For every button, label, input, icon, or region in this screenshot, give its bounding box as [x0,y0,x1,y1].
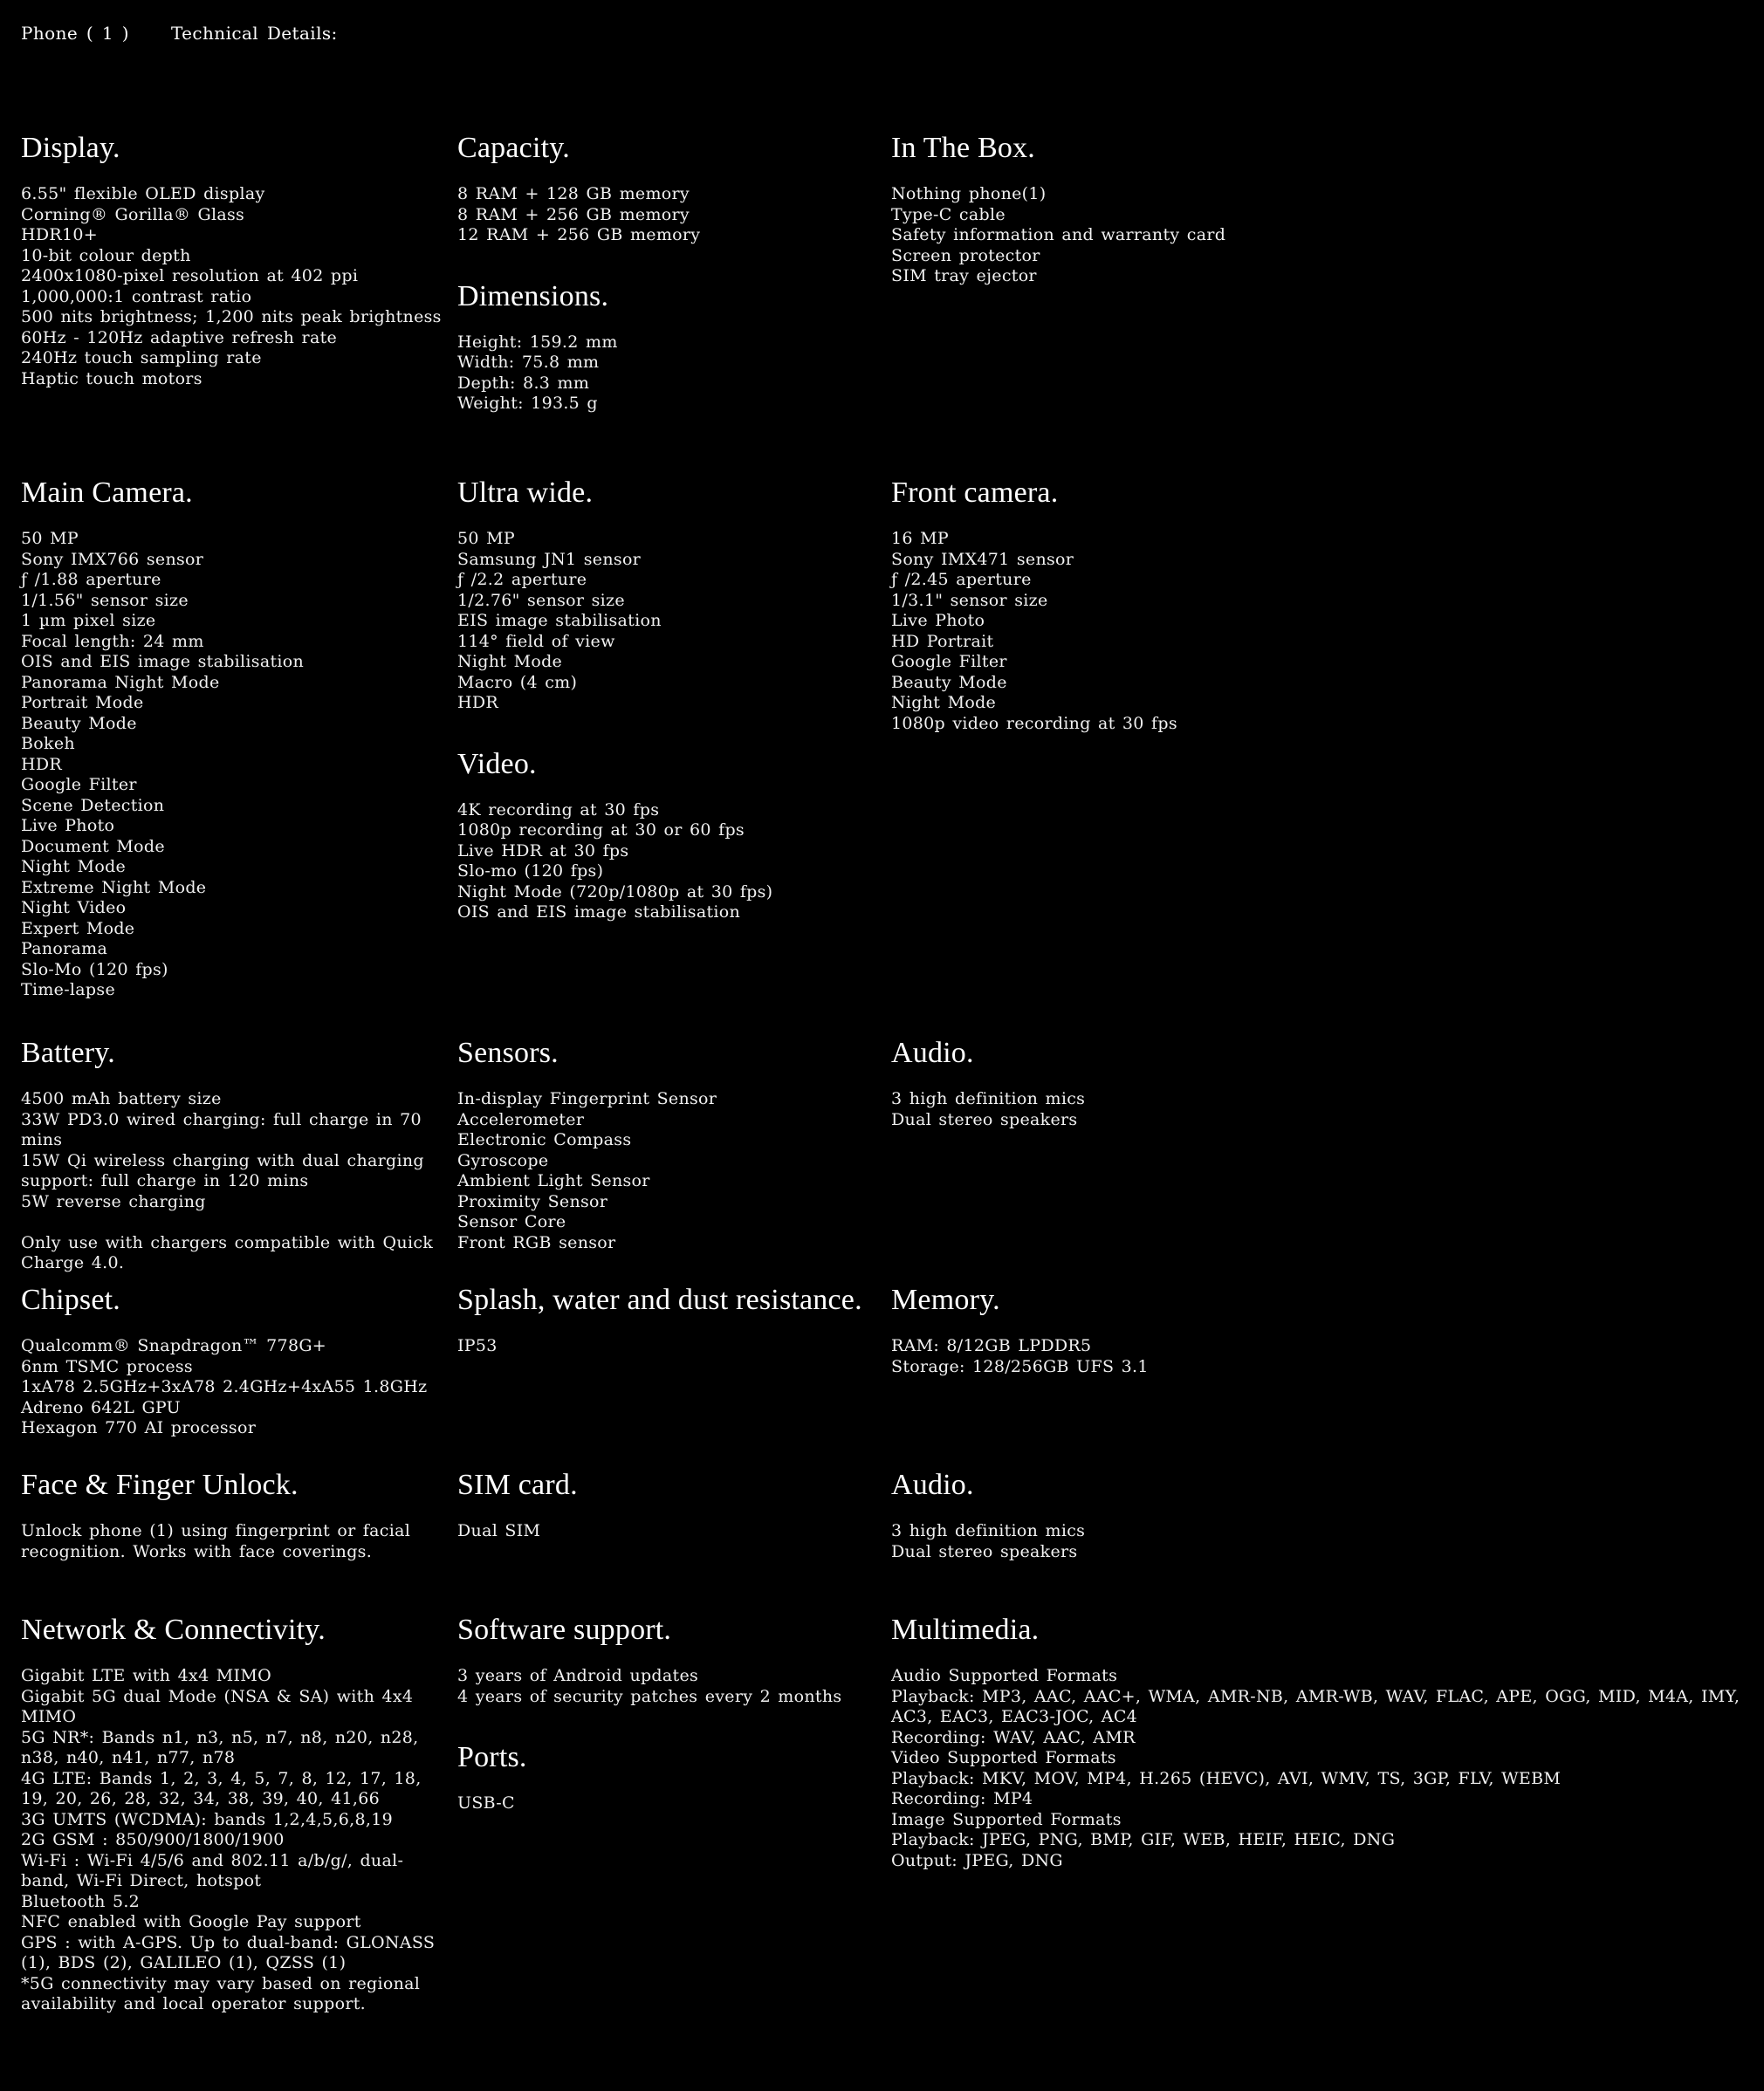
spec-line: Night Mode (720p/1080p at 30 fps) [457,881,773,902]
spec-line: Gyroscope [457,1150,549,1170]
section-heading: Chipset. [21,1284,120,1316]
section-memory [891,1283,1752,1377]
spec-line: 1,000,000:1 contrast ratio [21,286,252,306]
spec-line: Wi-Fi : Wi-Fi 4/5/6 and 802.11 a/b/g/, dual-band, Wi-Fi Direct, hotspot [21,1850,404,1890]
spec-line: ƒ /1.88 aperture [21,570,161,589]
section-front-camera [891,476,1752,734]
spec-row [21,1468,1764,1613]
spec-column-cell [891,1613,1764,1871]
spec-line: In-display Fingerprint Sensor [457,1089,717,1108]
section-heading: Display. [21,132,120,164]
spec-line: Corning® Gorilla® Glass [21,204,245,224]
spec-line: NFC enabled with Google Pay support [21,1912,361,1931]
spec-line: 4500 mAh battery size [21,1089,222,1108]
spec-line: Playback: MP3, AAC, AAC+, WMA, AMR-NB, AMR-WB, WAV, FLAC, APE, OGG, MID, M4A, IMY, AC3, EAC3, EAC3-JOC, AC4 [891,1686,1740,1726]
spec-line: Live HDR at 30 fps [457,840,629,860]
spec-line: Dual stereo speakers [891,1109,1078,1129]
spec-line: 16 MP [891,529,949,548]
spec-column-cell [891,1283,1764,1377]
section-heading: Battery. [21,1037,115,1069]
spec-line: 8 RAM + 256 GB memory [457,204,690,224]
spec-line: Time-lapse [21,980,115,999]
section-heading: Video. [457,747,537,780]
section-in-the-box [891,131,1752,287]
spec-line: Front RGB sensor [457,1232,616,1252]
spec-line: 3G UMTS (WCDMA): bands 1,2,4,5,6,8,19 [21,1809,393,1829]
section-software-support [457,1613,879,1707]
spec-line: 15W Qi wireless charging with dual charging support: full charge in 120 mins [21,1150,424,1190]
spec-line: Live Photo [21,816,115,835]
section-heading: Memory. [891,1284,1000,1316]
spec-column-cell [21,131,457,389]
spec-column-cell [21,1283,457,1439]
spec-line: Gigabit LTE with 4x4 MIMO [21,1666,271,1685]
spec-line: 3 high definition mics [891,1089,1086,1108]
spec-line: Night Mode [891,693,997,712]
product-name: Phone ( 1 ) [21,23,129,44]
spec-line: Night Video [21,898,127,917]
spec-line: Height: 159.2 mm [457,332,618,352]
section-splash-water-and-dust-resistance [457,1283,879,1357]
spec-column-cell [891,1036,1764,1130]
section-heading: Software support. [457,1614,672,1646]
spec-row [21,131,1764,476]
spec-line: Night Mode [457,652,563,671]
spec-line: Accelerometer [457,1109,585,1129]
spec-line: Google Filter [21,775,137,794]
spec-line: Playback: MKV, MOV, MP4, H.265 (HEVC), AVI, WMV, TS, 3GP, FLV, WEBM [891,1768,1562,1788]
spec-line: Focal length: 24 mm [21,631,204,651]
spec-line: HDR [21,754,63,774]
spec-line: 4K recording at 30 fps [457,799,660,819]
spec-row [21,1036,1764,1283]
spec-line: 1/2.76" sensor size [457,590,625,610]
spec-line: 1080p video recording at 30 fps [891,713,1177,733]
spec-line: SIM tray ejector [891,266,1037,285]
spec-line: USB-C [457,1793,515,1813]
spec-grid [21,131,1764,2015]
spec-line: EIS image stabilisation [457,611,662,630]
spec-column-cell [21,476,457,1001]
spec-column-cell [891,1468,1764,1562]
spec-column-cell [457,1468,891,1542]
section-sensors [457,1036,879,1253]
section-heading: Main Camera. [21,476,193,509]
spec-line: Electronic Compass [457,1130,632,1149]
spec-line: HD Portrait [891,631,994,651]
spec-line: Macro (4 cm) [457,672,578,692]
section-heading: Multimedia. [891,1614,1040,1646]
spec-line: 1 µm pixel size [21,611,156,630]
spec-line: 3 years of Android updates [457,1666,699,1685]
section-heading: SIM card. [457,1469,578,1501]
spec-line: 1/1.56" sensor size [21,590,189,610]
spec-line: *5G connectivity may vary based on regional availability and local operator support. [21,1973,421,2013]
section-sim-card [457,1468,879,1542]
spec-column-cell [457,1036,891,1253]
section-ultra-wide [457,476,879,714]
spec-line: 240Hz touch sampling rate [21,348,262,367]
section-heading: Front camera. [891,476,1059,509]
spec-line: Image Supported Formats [891,1809,1122,1829]
spec-line: Width: 75.8 mm [457,353,600,372]
spec-line: Extreme Night Mode [21,877,207,897]
spec-line: 3 high definition mics [891,1521,1086,1540]
spec-line: Qualcomm® Snapdragon™ 778G+ [21,1336,327,1355]
spec-line: Nothing phone(1) [891,184,1047,203]
spec-line: Dual SIM [457,1521,541,1540]
spec-line: 2400x1080-pixel resolution at 402 ppi [21,266,359,285]
spec-line: 1080p recording at 30 or 60 fps [457,820,745,840]
spec-line: Scene Detection [21,795,165,815]
section-battery [21,1036,445,1274]
spec-line: 6.55" flexible OLED display [21,184,265,203]
section-face-finger-unlock [21,1468,445,1562]
spec-line: IP53 [457,1336,498,1355]
spec-line: 5W reverse charging [21,1191,206,1211]
section-ports [457,1740,879,1814]
section-heading: Dimensions. [457,279,609,312]
spec-line: 5G NR*: Bands n1, n3, n5, n7, n8, n20, n28, n38, n40, n41, n77, n78 [21,1727,419,1767]
spec-line: Weight: 193.5 g [457,394,598,413]
section-heading: Network & Connectivity. [21,1614,326,1646]
section-heading: Audio. [891,1037,974,1069]
spec-line: Only use with chargers compatible with Quick Charge 4.0. [21,1232,434,1272]
spec-line: Dual stereo speakers [891,1541,1078,1561]
section-heading: Splash, water and dust resistance. [457,1284,862,1316]
spec-column-cell [457,1283,891,1357]
spec-line: 500 nits brightness; 1,200 nits peak brightness [21,307,442,326]
spec-line: Gigabit 5G dual Mode (NSA & SA) with 4x4 MIMO [21,1686,414,1726]
spec-line: Hexagon 770 AI processor [21,1418,257,1437]
spec-line: Expert Mode [21,918,135,938]
spec-line: 1xA78 2.5GHz+3xA78 2.4GHz+4xA55 1.8GHz [21,1377,428,1396]
spec-column-cell [21,1613,457,2015]
spec-line: Bluetooth 5.2 [21,1891,141,1911]
spec-line: RAM: 8/12GB LPDDR5 [891,1336,1092,1355]
section-dimensions [457,279,879,415]
spec-line: ƒ /2.45 aperture [891,570,1032,589]
spec-line: 33W PD3.0 wired charging: full charge in 70 mins [21,1109,422,1149]
spec-line: Beauty Mode [21,713,137,733]
spec-line: Adreno 642L GPU [21,1397,181,1417]
spec-line: 6nm TSMC process [21,1356,193,1376]
spec-line: Storage: 128/256GB UFS 3.1 [891,1356,1149,1376]
spec-column-cell [457,1613,891,1814]
spec-line: Haptic touch motors [21,368,202,388]
spec-line: 12 RAM + 256 GB memory [457,225,701,244]
section-network-connectivity [21,1613,445,2015]
spec-line: OIS and EIS image stabilisation [457,902,741,922]
spec-line: Sensor Core [457,1212,566,1231]
spec-line: ƒ /2.2 aperture [457,570,587,589]
spec-column-cell [457,131,891,415]
spec-line: Ambient Light Sensor [457,1171,650,1190]
section-heading: Ultra wide. [457,476,594,509]
section-audio [891,1468,1752,1562]
spec-line: 4G LTE: Bands 1, 2, 3, 4, 5, 7, 8, 12, 17, 18, 19, 20, 26, 28, 32, 34, 38, 39, 40, 41,66 [21,1768,422,1808]
spec-column-cell [891,131,1764,287]
spec-line: Samsung JN1 sensor [457,549,642,569]
spec-line: 114° field of view [457,631,615,651]
section-capacity [457,131,879,246]
section-video [457,747,879,923]
spec-line: Output: JPEG, DNG [891,1850,1063,1870]
spec-line: Recording: MP4 [891,1789,1033,1808]
spec-row [21,1613,1764,2015]
spec-line: Slo-mo (120 fps) [457,861,604,881]
spec-line: Portrait Mode [21,693,144,712]
spec-column-cell [21,1468,457,1562]
section-main-camera [21,476,445,1001]
spec-row [21,476,1764,1036]
spec-line: Sony IMX471 sensor [891,549,1074,569]
spec-column-cell [891,476,1764,734]
spec-line: Beauty Mode [891,672,1007,692]
spec-line: Bokeh [21,734,75,753]
section-heading: In The Box. [891,132,1035,164]
page-title: Technical Details: [171,23,338,44]
spec-line: Sony IMX766 sensor [21,549,204,569]
spec-line: 4 years of security patches every 2 months [457,1686,842,1706]
spec-line: OIS and EIS image stabilisation [21,652,305,671]
spec-line: Playback: JPEG, PNG, BMP, GIF, WEB, HEIF, HEIC, DNG [891,1830,1396,1849]
spec-line: Panorama Night Mode [21,672,220,692]
spec-line: Type-C cable [891,204,1006,224]
spec-line: 50 MP [457,529,515,548]
spec-line: Google Filter [891,652,1007,671]
spec-line: Unlock phone (1) using fingerprint or facial recognition. Works with face coverings. [21,1521,411,1561]
spec-column-cell [457,476,891,923]
spec-line: Document Mode [21,836,165,856]
section-heading: Sensors. [457,1037,559,1069]
section-heading: Ports. [457,1741,527,1773]
section-audio [891,1036,1752,1130]
spec-line: Night Mode [21,857,127,876]
spec-row [21,1283,1764,1468]
spec-line: Panorama [21,939,108,958]
spec-line: Safety information and warranty card [891,225,1226,244]
page-header [21,23,1764,44]
spec-line: Recording: WAV, AAC, AMR [891,1727,1136,1747]
spec-line [21,1212,445,1233]
section-display [21,131,445,389]
spec-line: GPS : with A-GPS. Up to dual-band: GLONASS (1), BDS (2), GALILEO (1), QZSS (1) [21,1932,436,1972]
spec-line: 1/3.1" sensor size [891,590,1048,610]
spec-line: Slo-Mo (120 fps) [21,959,168,979]
spec-line: 50 MP [21,529,79,548]
section-heading: Face & Finger Unlock. [21,1469,299,1501]
spec-line: 60Hz - 120Hz adaptive refresh rate [21,327,338,347]
spec-line: HDR [457,693,499,712]
section-heading: Audio. [891,1469,974,1501]
section-chipset [21,1283,445,1439]
spec-line: Live Photo [891,611,985,630]
spec-line: Video Supported Formats [891,1748,1116,1767]
spec-line: Proximity Sensor [457,1191,608,1211]
spec-line: 8 RAM + 128 GB memory [457,184,690,203]
spec-line: Screen protector [891,245,1040,265]
section-heading: Capacity. [457,132,570,164]
spec-line: Depth: 8.3 mm [457,373,590,393]
spec-line: Audio Supported Formats [891,1666,1118,1685]
section-multimedia [891,1613,1752,1871]
spec-line: 2G GSM : 850/900/1800/1900 [21,1830,285,1849]
spec-line: HDR10+ [21,225,99,244]
spec-line: 10-bit colour depth [21,245,191,265]
spec-column-cell [21,1036,457,1274]
